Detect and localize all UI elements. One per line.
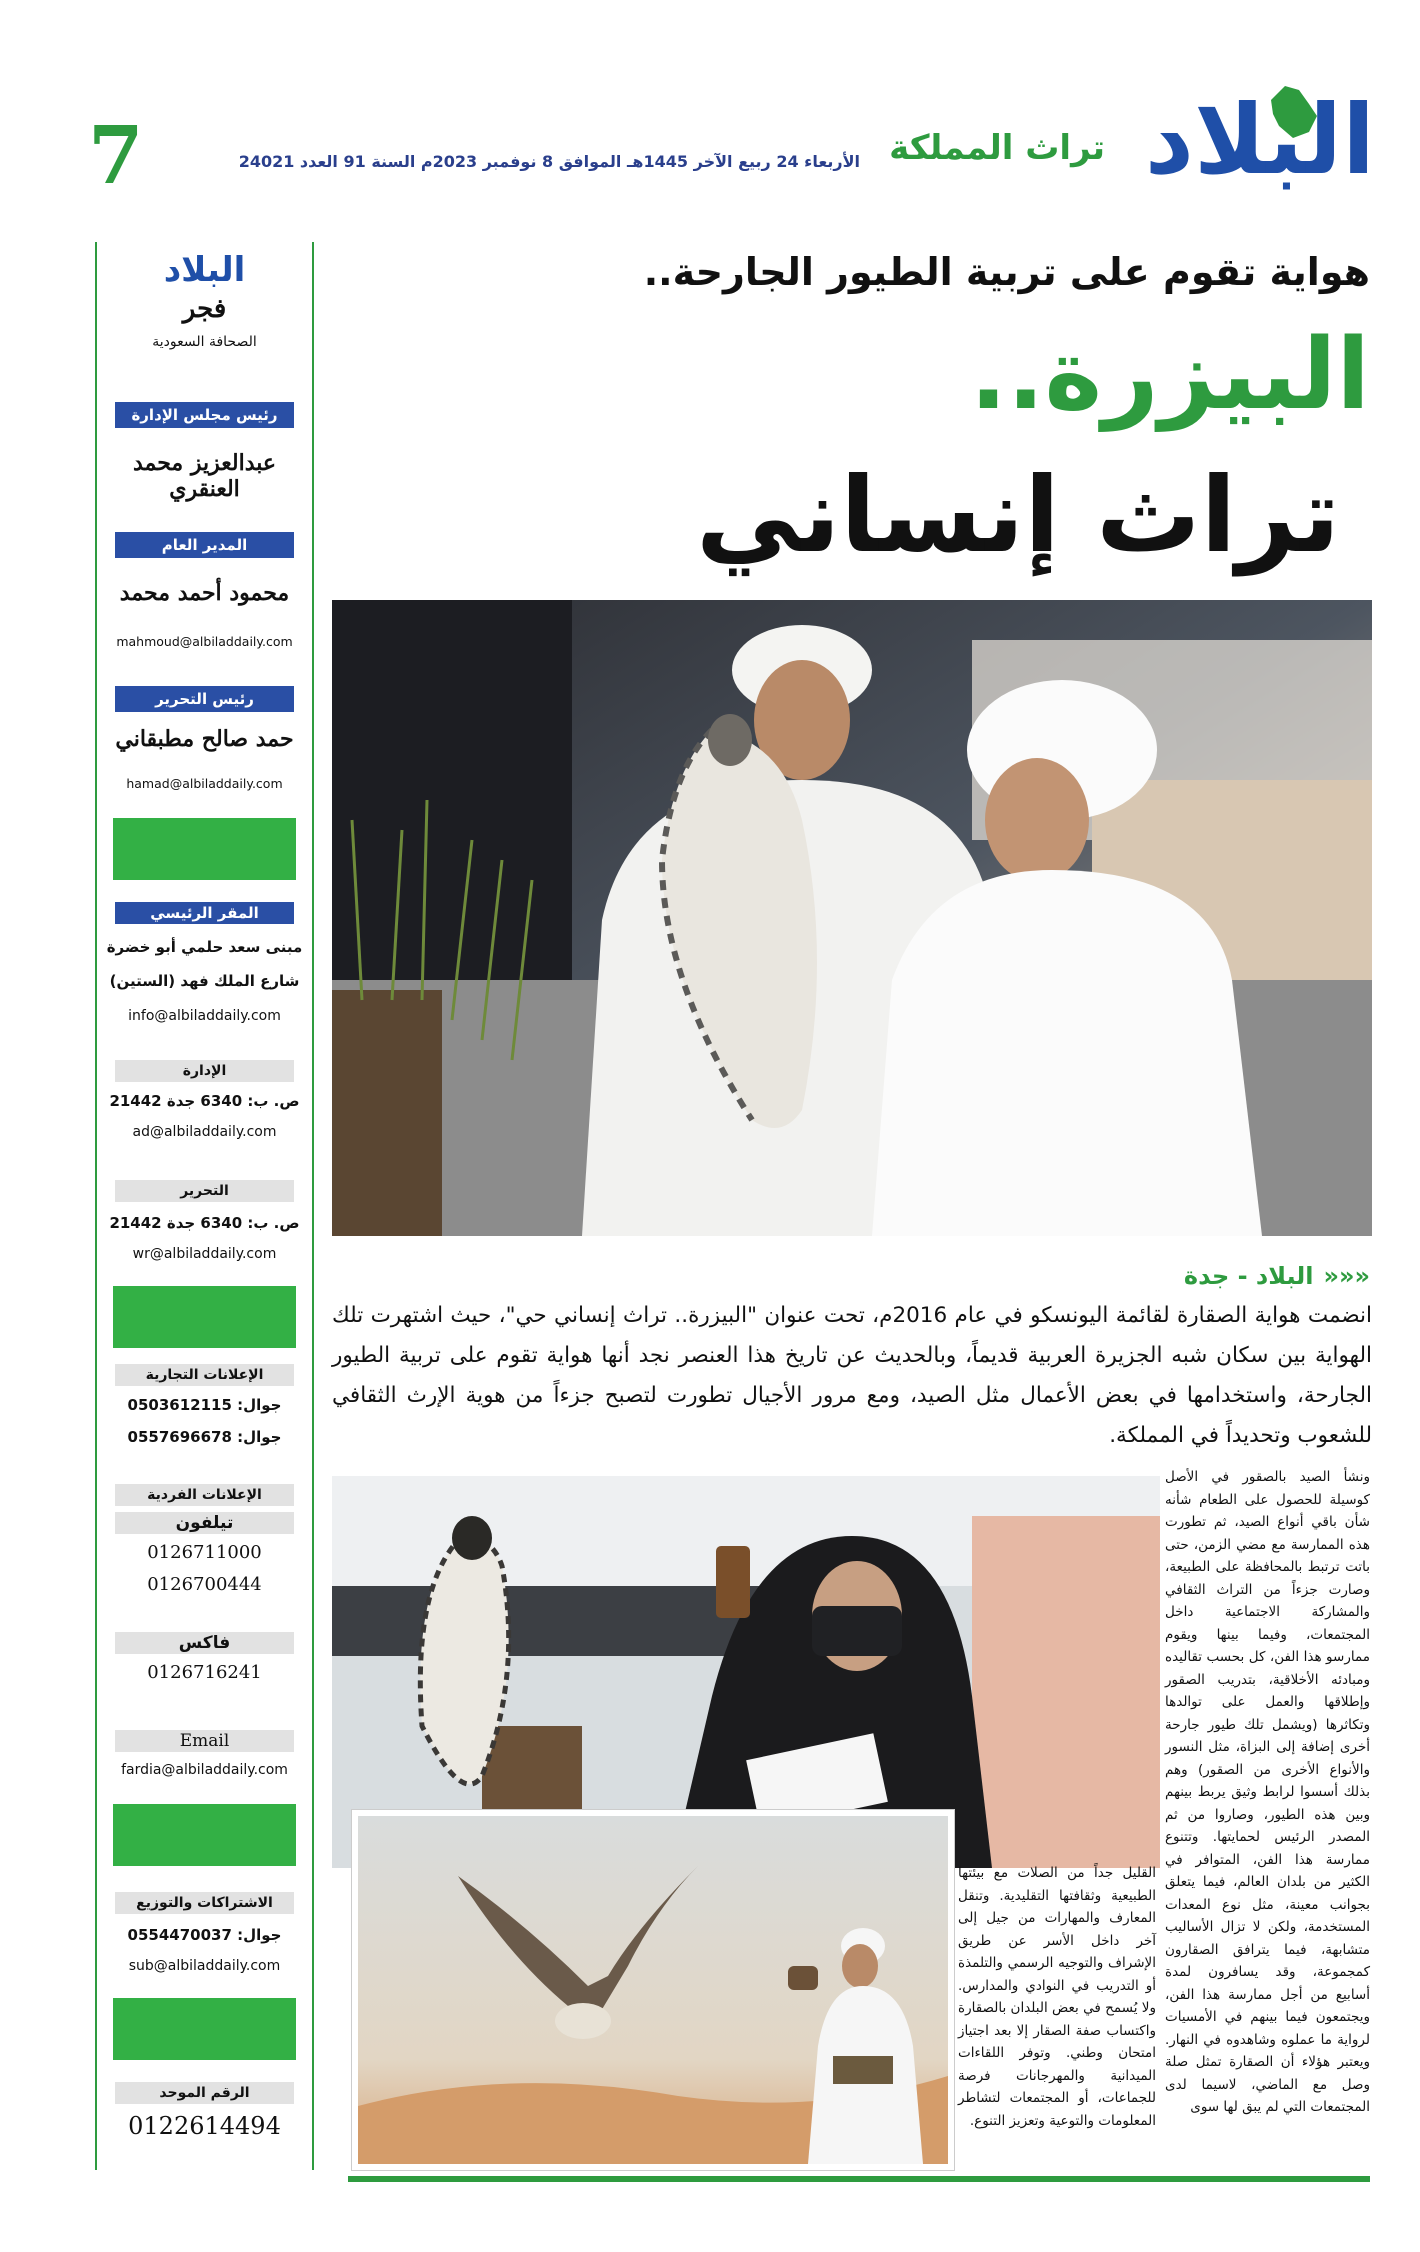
email-label: Email <box>115 1730 294 1752</box>
unified-number: 0122614494 <box>128 2112 281 2140</box>
unified-label: الرقم الموحد <box>115 2082 294 2104</box>
main-photo-falconers <box>332 600 1372 1236</box>
hq-line2: شارع الملك فهد (الستين) <box>109 972 300 990</box>
gm-email[interactable]: mahmoud@albiladdaily.com <box>116 634 293 649</box>
byline <box>1000 1262 1370 1290</box>
headline-secondary: تراث إنساني <box>696 454 1340 576</box>
hq-label: المقر الرئيسي <box>115 902 294 924</box>
fardia-email[interactable]: fardia@albiladdaily.com <box>121 1762 288 1778</box>
green-block <box>113 1998 296 2060</box>
tel-2: 0126700444 <box>147 1574 262 1595</box>
tel-1: 0126711000 <box>147 1542 262 1563</box>
body-column-2: القليل جداً من الصلات مع بيئتها الطبيعية وثقافتها التقليدية. وتنقل المعارف والمهارات من جيل إلى آخر داخل الأسر عن طريق الإشراف والتوجيه الرسمي والتلمذة أو التدريب في النوادي والمدارس. ولا يُسمح في بعض البلدان بالصقارة واكتساب صفة الصقار إلا بعد اجتياز امتحان وطني. وتوفر اللقاءات الميدانية والمهرجانات فرصة للجماعات، أو المجتمعات لتشاطر المعلومات والتوعية وتعزيز التنوع. <box>958 1865 1156 2129</box>
ads-label: الإعلانات التجارية <box>115 1364 294 1386</box>
editorial-po: ص. ب: 6340 جدة 21442 <box>109 1214 300 1232</box>
green-block <box>113 1804 296 1866</box>
logo-text: البلاد <box>1144 84 1375 196</box>
ads-phone-2: جوال: 0557696678 <box>127 1428 282 1446</box>
byline-text: البلاد - جدة <box>1183 1262 1314 1290</box>
green-block <box>113 818 296 880</box>
page-number: 7 <box>88 108 144 202</box>
board-chair-label: رئيس مجلس الإدارة <box>115 402 294 428</box>
bottom-rule <box>348 2176 1370 2182</box>
newspaper-logo[interactable] <box>1125 80 1375 210</box>
chevrons-icon: ««« <box>1323 1262 1370 1290</box>
fax-number: 0126716241 <box>147 1662 262 1683</box>
editorial-label: التحرير <box>115 1180 294 1202</box>
gm-name: محمود أحمد محمد <box>119 580 290 606</box>
admin-label: الإدارة <box>115 1060 294 1082</box>
sidebar-imprint <box>95 242 314 2170</box>
subs-label: الاشتراكات والتوزيع <box>115 1892 294 1914</box>
green-block <box>113 1286 296 1348</box>
sidebar-logo: البلاد <box>163 250 246 290</box>
dateline: الأربعاء 24 ربيع الآخر 1445هـ الموافق 8 نوفمبر 2023م السنة 91 العدد 24021 <box>238 152 860 171</box>
ads-phone-1: جوال: 0503612115 <box>127 1396 282 1414</box>
body-column-1: ونشأ الصيد بالصقور في الأصل كوسيلة للحصول على الطعام شأنه شأن باقي أنواع الصيد، ثم تطورت هذه الممارسة مع مضي الزمن، حتى باتت ترتبط بالمحافظة على الطبيعة، وصارت جزءاً من التراث الثقافي والمشاركة الاجتماعية داخل المجتمعات، وفيما بينها ويقوم ممارسو هذا الفن، كل بحسب تقاليده ومبادئه الأخلاقية، بتدريب الصقور وإطلاقها والعمل على توالدها وتكاثرها (ويشمل تلك طيور جارحة أخرى إضافة إلى البزاة، مثل النسور والأنواع الأخرى من الصقور) وهم بذلك أسسوا لرابط وثيق يربط بينهم وبين هذه الطيور، وصاروا من ثم المصدر الرئيس لحمايتها. وتتنوع ممارسة هذا الفن، المتوافر في الكثير من بلدان العالم، فيما يتعلق بجوانب معينة، مثل نوع المعدات المستخدمة، ولكن لا تزال الأساليب متشابهة، فيما يترافق الصقارون كمجموعة، وقد يسافرون لمدة أسابيع من أجل ممارسة هذا الفن، ويجتمعون فيما بينهم في الأمسيات لرواية ما عملوه وشاهدوه في النهار. ويعتبر هؤلاء أن الصقارة تمثل صلة وصل مع الماضي، لاسيما لدى المجتمعات التي لم يبق لها سوى <box>1165 1469 1370 2115</box>
personal-ads-label: الإعلانات الفردية <box>115 1484 294 1506</box>
headline-primary: البيزرة.. <box>969 318 1370 432</box>
gm-label: المدير العام <box>115 532 294 558</box>
editor-label: رئيس التحرير <box>115 686 294 712</box>
hq-email[interactable]: info@albiladdaily.com <box>128 1008 281 1024</box>
editorial-email[interactable]: wr@albiladdaily.com <box>132 1246 277 1262</box>
sidebar-title: فجر <box>182 294 227 324</box>
lead-paragraph: انضمت هواية الصقارة لقائمة اليونسكو في عام 2016م، تحت عنوان "البيزرة.. تراث إنساني حي"، حيث اشتهرت تلك الهواية بين سكان شبه الجزيرة العربية قديماً، وبالحديث عن تاريخ هذا العنصر نجد أنها هواية تقوم على تربية الطيور الجارحة، واستخدامها في بعض الأعمال مثل الصيد، ومع مرور الأجيال تطورت لتصبح جزءاً من هوية الإرث الثقافي للشعوب وتحديداً في المملكة. <box>332 1303 1372 1448</box>
fax-label: فاكس <box>115 1632 294 1654</box>
sidebar-subtitle: الصحافة السعودية <box>152 334 257 350</box>
admin-email[interactable]: ad@albiladdaily.com <box>132 1124 277 1140</box>
hq-line1: مبنى سعد حلمي أبو خضرة <box>106 938 303 956</box>
board-chair-name: عبدالعزيز محمد العنقري <box>132 450 277 502</box>
article-kicker: هواية تقوم على تربية الطيور الجارحة.. <box>643 250 1370 294</box>
subs-email[interactable]: sub@albiladdaily.com <box>128 1958 281 1974</box>
tel-label: تيلفون <box>115 1512 294 1534</box>
admin-po: ص. ب: 6340 جدة 21442 <box>109 1092 300 1110</box>
editor-email[interactable]: hamad@albiladdaily.com <box>126 776 283 791</box>
section-title: تراث المملكة <box>889 128 1105 168</box>
subs-phone: جوال: 0554470037 <box>127 1926 282 1944</box>
editor-name: حمد صالح مطبقاني <box>115 726 294 752</box>
photo-falcon-desert <box>352 1810 954 2170</box>
